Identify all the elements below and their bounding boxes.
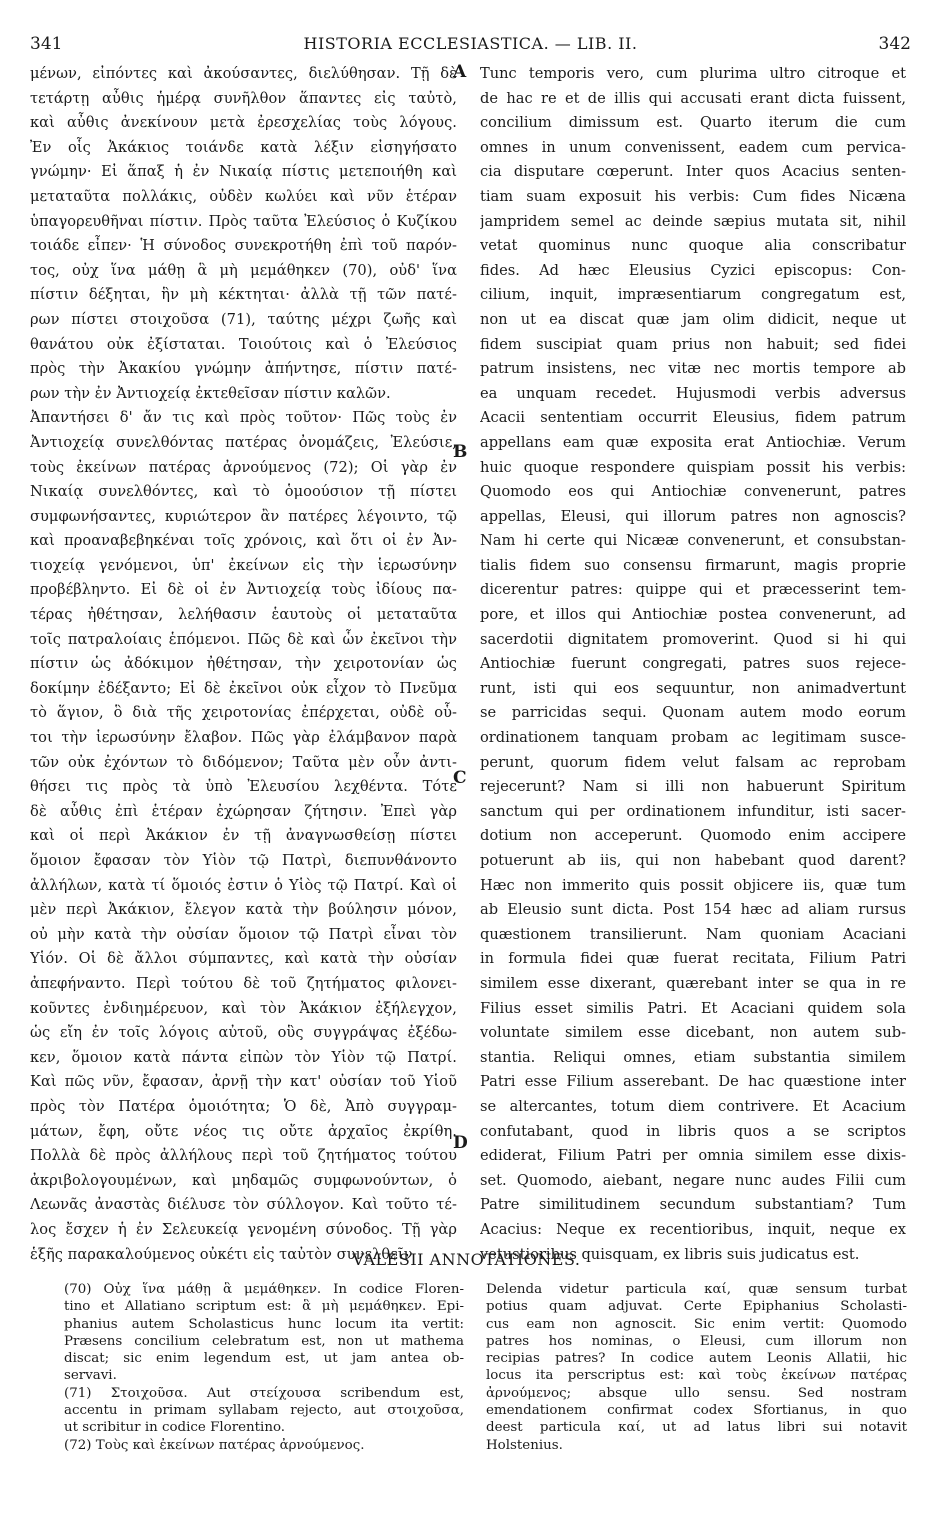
annotation-line: patres hos nominas, o Eleusi, cum illorum non (486, 1333, 907, 1349)
latin-text-line: runt, isti qui eos sequuntur, non animadvertunt (480, 679, 906, 697)
latin-text-line: huic quoque respondere quispiam possit his verbis: (480, 458, 906, 476)
greek-text-line: λος ἔσχεν ἡ ἐν Σελευκείᾳ γενομένη σύνοδος. Τῇ γὰρ (30, 1220, 457, 1238)
annotation-line: discat; sic enim legendum est, ut jam antea ob- (64, 1351, 464, 1367)
latin-text-line: potuerunt ab iis, qui non habebant quod darent? (480, 852, 906, 869)
latin-text-line: confutabant, quod in libris quos a se scriptos (480, 1122, 906, 1140)
margin-marker-c: C (453, 768, 467, 788)
greek-text-line: μεταταῦτα πολλάκις, οὐδὲν κωλύει καὶ νῦν ἑτέραν (30, 187, 457, 205)
latin-text-line: quæstionem transilierunt. Nam quoniam Acaciani (480, 925, 906, 943)
greek-text-line: δοκίμην ἐδέξαντο; Εἰ δὲ ἐκεῖνοι οὐκ εἶχον τὸ Πνεῦμα (30, 679, 457, 697)
latin-text-line: fides. Ad hæc Eleusius Cyzici episcopus: Con- (480, 261, 906, 279)
latin-text-line: sacerdotii dignitatem promoverint. Quod si hi qui (480, 630, 906, 648)
greek-text-line: ἀπεφήναντο. Περὶ τούτου δὲ τοῦ ζητήματος φιλονει- (30, 974, 457, 992)
annotation-line: emendationem confirmat codex Sfortianus, in quo (486, 1403, 907, 1419)
latin-text-line: Filius esset similis Patri. Et Acaciani quidem sola (480, 999, 906, 1017)
latin-text-line: de hac re et de illis qui accusati erant dicta fuissent, (480, 89, 906, 107)
greek-text-line: Υἱόν. Οἱ δὲ ἄλλοι σύμπαντες, καὶ κατὰ τὴν οὐσίαν (30, 950, 457, 968)
greek-text-line: γνώμην· Εἰ ἅπαξ ἡ ἐν Νικαίᾳ πίστις μετεποιήθη καὶ (30, 163, 457, 181)
greek-text-line: ὅμοιον ἔφασαν τὸν Υἱὸν τῷ Πατρὶ, διεπυνθάνοντο (30, 852, 457, 869)
latin-text-line: tiam suam exposuit his verbis: Cum fides Nicæna (480, 187, 906, 205)
greek-text-line: κοῦντες ἐνδιημέρευον, καὶ τὸν Ἀκάκιον ἐξήλεγχον, (30, 999, 457, 1017)
latin-text-line: tialis fidem suo consensu firmarunt, magis proprie (480, 556, 906, 574)
latin-text-line: Acacius: Neque ex recentioribus, inquit, neque ex (480, 1220, 906, 1238)
annotation-line: (71) Στοιχοῦσα. Aut στείχουσα scribendum est, (64, 1385, 464, 1401)
page-number-left: 341 (30, 34, 63, 54)
latin-text-line: Tunc temporis vero, cum plurima ultro citroque et (480, 65, 906, 82)
running-header (30, 34, 911, 56)
latin-text-line: ea unquam recedet. Hujusmodi verbis adversus (480, 384, 906, 402)
greek-text-line: πρὸς τὴν Ἀκακίου γνώμην ἀπήντησε, πίστιν πατέ- (30, 360, 457, 378)
annotations-title: VALESII ANNOTATIONES. (352, 1250, 581, 1269)
annotation-line: ut scribitur in codice Florentino. (64, 1420, 286, 1436)
latin-text-line: appellas, Eleusi, qui illorum patres non agnoscis? (480, 507, 906, 525)
annotation-line: tino et Allatiano scriptum est: ἃ μὴ μεμάθηκεν. Epi- (64, 1299, 464, 1315)
greek-text-line: τιοχείᾳ γενόμενοι, ὑπ' ἐκείνων εἰς τὴν ἱερωσύνην (30, 556, 457, 574)
greek-text-line: τὸ ἅγιον, ὃ διὰ τῆς χειροτονίας ἐπέρχεται, οὐδὲ οὗ- (30, 704, 457, 722)
greek-text-line: συμφωνήσαντες, κυριώτερον ἂν πατέρες λέγοιντο, τῷ (30, 507, 457, 525)
latin-text-line: concilium dimissum est. Quarto iterum die cum (480, 114, 906, 132)
latin-text-line: ediderat, Filium Patri per omnia similem esse dixis- (480, 1147, 906, 1165)
latin-text-line: vetat quominus nunc quoque alia conscribatur (480, 237, 906, 255)
latin-text-line: ordinationem tanquam probam ac legitimam susce- (480, 729, 906, 747)
latin-text-line: Patre similitudinem secundum substantiam? Tum (480, 1196, 906, 1214)
latin-text-line: vetustioribus quisquam, ex libris suis judicatus est. (480, 1245, 860, 1263)
greek-text-line: κεν, ὅμοιον κατὰ πάντα εἰπὼν τὸν Υἱὸν τῷ Πατρί. (30, 1048, 457, 1066)
annotation-line: Holstenius. (486, 1437, 563, 1453)
annotation-line: deest particula καί, ut ad latus libri sui notavit (486, 1420, 907, 1436)
greek-text-line: ἀκριβολογουμένων, καὶ μηδαμῶς συμφωνούντων, ὁ (30, 1171, 457, 1189)
latin-text-line: jampridem semel ac deinde sæpius mutata sit, nihil (480, 212, 906, 230)
greek-text-line: ἑξῆς παρακαλούμενος οὐκέτι εἰς ταὐτὸν συνελθεῖν (30, 1245, 413, 1263)
greek-text-line: τοιάδε εἶπεν· Ἡ σύνοδος συνεκροτήθη ἐπὶ τοῦ παρόν- (30, 237, 457, 255)
greek-text-line: οὐ μὴν κατὰ τὴν οὐσίαν ὅμοιον τῷ Πατρὶ εἶναι τὸν (30, 925, 457, 943)
greek-text-line: ρων τὴν ἐν Ἀντιοχείᾳ ἐκτεθεῖσαν πίστιν καλῶν. (30, 384, 391, 402)
greek-text-line: πρὸς τὸν Πατέρα ὁμοιότητα; Ὁ δὲ, Ἀπὸ συγγραμ- (30, 1097, 457, 1115)
latin-text-line: cia disputare cœperunt. Inter quos Acacius senten- (480, 163, 906, 181)
greek-text-line: μὲν περὶ Ἀκάκιον, ἔλεγον κατὰ τὴν βούλησιν μόνον, (30, 901, 457, 919)
latin-text-line: stantia. Reliqui omnes, etiam substantia similem (480, 1048, 906, 1066)
annotations-left-column (64, 1281, 464, 1454)
latin-text-line: omnes in unum convenissent, eadem cum pervica- (480, 138, 906, 156)
greek-text-line: τοι τὴν ἱερωσύνην ἔλαβον. Πῶς γὰρ ἐλάμβανον παρὰ (30, 729, 457, 747)
latin-text-line: dicerentur patres: quippe qui et præcesserint tem- (480, 581, 906, 599)
greek-text-line: θανάτου οὐκ ἐξίσταται. Τοιούτοις καὶ ὁ Ἐλεύσιος (30, 335, 457, 353)
latin-text-line: pore, et illos qui Antiochiæ postea convenerunt, ad (480, 606, 906, 624)
greek-text-line: πίστιν ὡς ἀδόκιμον ἠθέτησαν, τὴν χειροτονίαν ὡς (30, 655, 457, 673)
latin-text-line: voluntate similem esse dicebant, non autem sub- (480, 1024, 906, 1042)
greek-text-line: τος, οὐχ ἵνα μάθῃ ἃ μὴ μεμάθηκεν (70), οὐδ' ἵνα (30, 261, 457, 279)
greek-text-line: καὶ αὖθις ἀνεκίνουν μετὰ ἐρεσχελίας τοὺς λόγους. (30, 114, 457, 132)
annotation-line: cus eam non agnoscit. Sic enim vertit: Quomodo (486, 1316, 907, 1332)
annotation-line: accentu in primam syllabam rejecto, aut στοιχοῦσα, (64, 1403, 464, 1419)
greek-text-line: Ἀντιοχείᾳ συνελθόντας πατέρας ὀνομάζεις, Ἐλεύσιε, (30, 433, 457, 451)
greek-text-column (30, 62, 457, 1267)
annotation-line: Delenda videtur particula καί, quæ sensum turbat (486, 1282, 907, 1297)
latin-text-line: similem esse dixerant, quærebant inter se qua in re (480, 974, 906, 992)
greek-text-line: προβέβληντο. Εἰ δὲ οἱ ἐν Ἀντιοχείᾳ τοὺς ἰδίους πα- (30, 581, 457, 599)
greek-text-line: ἀλλήλων, κατὰ τί ὅμοιός ἐστιν ὁ Υἱὸς τῷ Πατρί. Καὶ οἱ (30, 876, 457, 894)
latin-text-line: se parricidas sequi. Quonam autem modo eorum (480, 704, 906, 722)
annotation-line: locus ita perscriptus est: καὶ τοὺς ἐκείνων πατέρας (486, 1368, 907, 1384)
margin-marker-b: B (453, 442, 468, 462)
latin-text-line: Hæc non immerito quis possit objicere iis, quæ tum (480, 876, 906, 894)
annotation-line: potius quam adjuvat. Certe Epiphanius Scholasti- (486, 1299, 907, 1315)
annotation-line: Præsens concilium celebratum est, non ut mathema (64, 1333, 464, 1349)
greek-text-line: τοῖς πατραλοίαις ἑπόμενοι. Πῶς δὲ καὶ ὧν ἐκεῖνοι τὴν (30, 630, 457, 648)
latin-text-line: dotium non acceperunt. Quomodo enim accipere (480, 827, 906, 845)
latin-text-line: appellans eam quæ exposita erat Antiochiæ. Verum (480, 433, 906, 451)
latin-text-line: Nam hi certe qui Nicææ convenerunt, et consubstan- (480, 532, 906, 550)
page-number-right: 342 (878, 34, 911, 54)
greek-text-line: τῶν οὐκ ἐχόντων τὸ διδόμενον; Ταῦτα μὲν οὖν ἀντι- (30, 753, 457, 771)
annotation-line: ἀρνούμενος; absque ullo sensu. Sed nostram (486, 1385, 907, 1401)
greek-text-line: Πολλὰ δὲ πρὸς ἀλλήλους περὶ τοῦ ζητήματος τούτου (30, 1147, 457, 1165)
greek-text-line: ρων πίστει στοιχοῦσα (71), ταύτης μέχρι ζωῆς καὶ (30, 310, 457, 328)
greek-text-line: Ἐν οἷς Ἀκάκιος τοιάνδε κατὰ λέξιν εἰσηγήσατο (30, 138, 457, 156)
running-title: HISTORIA ECCLESIASTICA. — LIB. II. (303, 34, 638, 53)
greek-text-line: τέρας ἠθέτησαν, λελήθασιν ἑαυτοὺς οἱ μεταταῦτα (30, 606, 457, 624)
latin-text-line: patrum insistens, nec vitæ nec mortis tempore ab (480, 360, 906, 378)
latin-text-line: non ut ea discat quæ jam olim didicit, neque ut (480, 310, 906, 328)
greek-text-line: μένων, εἰπόντες καὶ ἀκούσαντες, διελύθησαν. Τῇ δὲ (30, 65, 457, 82)
greek-text-line: καὶ προαναβεβηκέναι τοῖς χρόνοις, καὶ ὅτι οἱ ἐν Ἀν- (30, 532, 457, 550)
latin-text-line: Antiochiæ fuerunt congregati, patres suos rejece- (480, 655, 906, 673)
latin-text-line: Patri esse Filium asserebant. De hac quæstione inter (480, 1073, 906, 1091)
annotation-line: recipias patres? In codice autem Leonis Allatii, hic (486, 1351, 907, 1367)
latin-text-line: fidem suscipiat quam prius non habuit; sed fidei (480, 335, 906, 353)
greek-text-line: τοὺς ἐκείνων πατέρας ἀρνούμενος (72); Οἱ γὰρ ἐν (30, 458, 457, 476)
annotation-line: (72) Τοὺς καὶ ἐκείνων πατέρας ἀρνούμενος. (64, 1437, 365, 1453)
annotation-line: phanius autem Scholasticus hunc locum ita vertit: (64, 1316, 464, 1332)
latin-text-line: perunt, quorum fidem velut falsam ac reprobam (480, 753, 906, 771)
latin-text-column (480, 62, 906, 1267)
latin-text-line: set. Quomodo, aiebant, negare nunc audes Filii cum (480, 1171, 906, 1189)
latin-text-line: se altercantes, totum diem contrivere. Et Acacium (480, 1097, 906, 1115)
greek-text-line: δὲ αὖθις ἐπὶ ἑτέραν ἐχώρησαν ζήτησιν. Ἐπεὶ γὰρ (30, 802, 457, 820)
margin-marker-d: D (453, 1133, 468, 1153)
latin-text-line: rejecerunt? Nam si illi non habuerunt Spiritum (480, 778, 906, 796)
margin-marker-a: A (453, 62, 467, 82)
latin-text-line: sanctum qui per ordinationem infunditur, isti sacer- (480, 802, 906, 820)
greek-text-line: μάτων, ἔφη, οὔτε νέος τις οὔτε ἀρχαῖος ἐκρίθη. (30, 1122, 457, 1140)
greek-text-line: ὡς εἴη ἐν τοῖς λόγοις αὐτοῦ, οὓς συγγράψας ἐξέδω- (30, 1024, 457, 1042)
greek-text-line: τετάρτῃ αὖθις ἡμέρᾳ συνῆλθον ἅπαντες εἰς ταὐτὸ, (30, 89, 457, 107)
greek-text-line: καὶ οἱ περὶ Ἀκάκιον ἐν τῇ ἀναγνωσθείσῃ πίστει (30, 827, 457, 845)
latin-text-line: cilium, inquit, impræsentiarum congregatum est, (480, 286, 906, 304)
annotation-line: servavi. (64, 1368, 117, 1384)
annotations-right-column (486, 1281, 907, 1454)
greek-text-line: ὑπαγορευθῆναι πίστιν. Πρὸς ταῦτα Ἐλεύσιος ὁ Κυζίκου (30, 212, 457, 230)
greek-text-line: Ἀπαντήσει δ' ἄν τις καὶ πρὸς τοῦτον· Πῶς τοὺς ἐν (30, 409, 457, 427)
latin-text-line: Quomodo eos qui Antiochiæ convenerunt, patres (480, 483, 906, 501)
latin-text-line: in formula fidei quæ fuerat recitata, Filium Patri (480, 950, 906, 968)
greek-text-line: Νικαίᾳ συνελθόντες, καὶ τὸ ὁμοούσιον τῇ πίστει (30, 483, 457, 501)
greek-text-line: πίστιν δέξηται, ἣν μὴ κέκτηται· ἀλλὰ τῇ τῶν πατέ- (30, 286, 457, 304)
greek-text-line: Λεωνᾶς ἀναστὰς διέλυσε τὸν σύλλογον. Καὶ τοῦτο τέ- (30, 1196, 457, 1214)
greek-text-line: θήσει τις πρὸς τὰ ὑπὸ Ἐλευσίου λεχθέντα. Τότε (30, 778, 457, 796)
latin-text-line: Acacii sententiam occurrit Eleusius, fidem patrum (480, 409, 906, 427)
latin-text-line: ab Eleusio sunt dicta. Post 154 hæc ad aliam rursus (480, 901, 906, 919)
greek-text-line: Καὶ πῶς νῦν, ἔφασαν, ἀρνῇ τὴν κατ' οὐσίαν τοῦ Υἱοῦ (30, 1073, 457, 1091)
annotation-line: (70) Οὐχ ἵνα μάθῃ ἃ μεμάθηκεν. In codice Floren- (64, 1282, 464, 1297)
